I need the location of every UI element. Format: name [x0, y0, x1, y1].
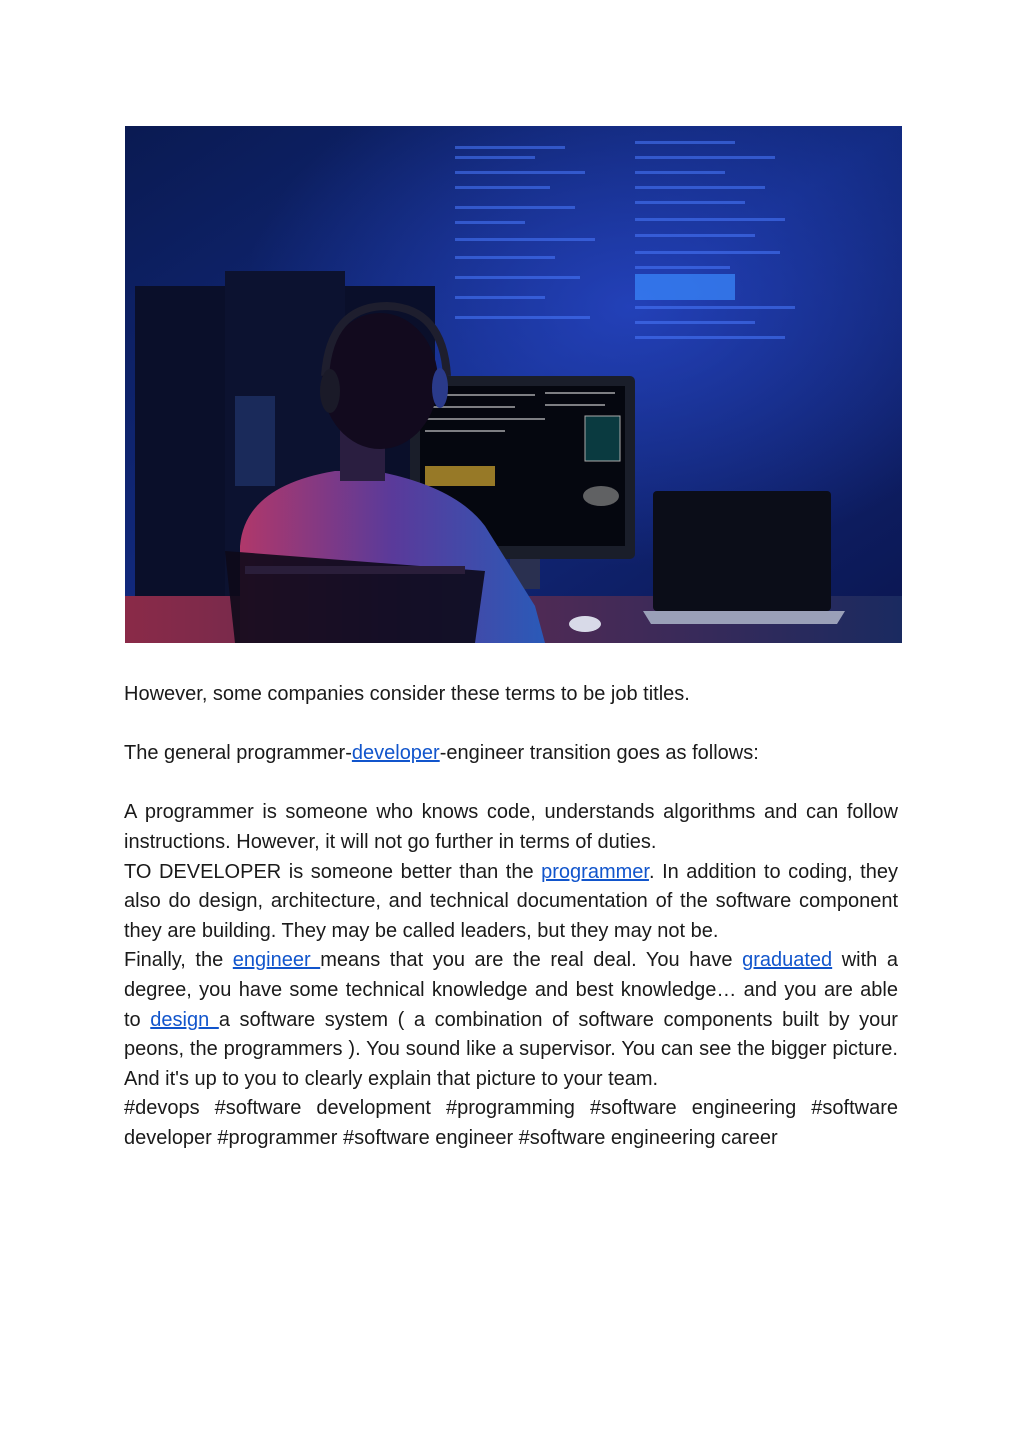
design-link[interactable]: design: [150, 1008, 219, 1031]
paragraph-developer: [124, 858, 898, 947]
text-segment: Finally, the: [124, 949, 233, 972]
text-segment: . In addition to coding, they also do design, architecture, and technical documentation of the software component they are building. They may be called leaders, but they may not be.: [124, 860, 898, 942]
text-segment: with a degree, you have some technical knowledge and best knowledge… and you are able to: [124, 949, 898, 1031]
paragraph-programmer: A programmer is someone who knows code, understands algorithms and can follow instructions. However, it will not go further in terms of duties.: [124, 801, 898, 853]
developer-photo: [125, 126, 902, 643]
text-segment: -engineer transition goes as follows:: [439, 742, 759, 765]
graduated-link[interactable]: graduated: [742, 949, 833, 972]
developer-link[interactable]: developer: [351, 742, 440, 765]
article-body: [124, 680, 898, 1154]
hashtags: #devops #software development #programming #software engineering #software developer #programmer #software engineer #software engineering career: [124, 1097, 898, 1149]
paragraph-job-titles: However, some companies consider these terms to be job titles.: [124, 683, 690, 705]
engineer-link[interactable]: engineer: [232, 949, 321, 972]
text-segment: a software system ( a combination of software components built by your peons, the programmers ). You sound like a supervisor. You can see the bigger picture. And it's up to you to clearly explain that picture to your team.: [124, 1008, 898, 1090]
paragraph-transition: [124, 739, 898, 769]
paragraph-engineer: [124, 946, 898, 1094]
text-segment: TO DEVELOPER is someone better than the: [124, 860, 542, 883]
text-segment: means that you are the real deal. You have: [320, 949, 743, 972]
programmer-link[interactable]: programmer: [541, 860, 649, 883]
text-segment: The general programmer-: [124, 742, 352, 765]
